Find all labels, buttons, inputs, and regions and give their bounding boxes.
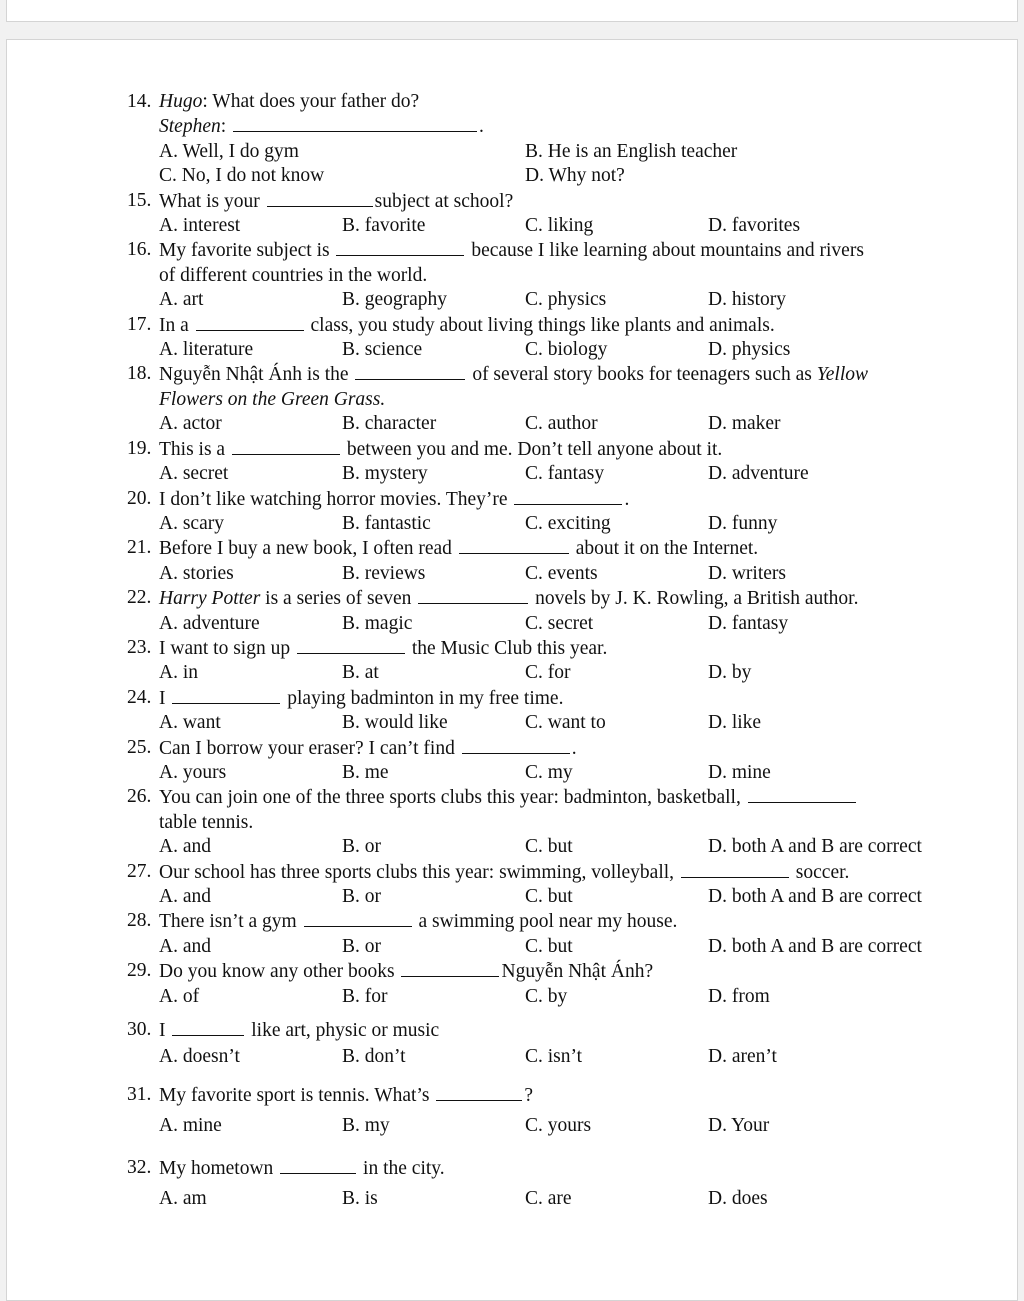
option-b[interactable]: B. or [342,836,381,858]
option-a[interactable]: A. and [159,886,211,907]
question-text: in the city. [363,1157,445,1179]
option-a[interactable]: A. Well, I do gym [159,140,299,162]
question-text: I [159,1020,166,1042]
question-text: My hometown [159,1157,274,1179]
option-d[interactable]: D. by [708,662,752,684]
question-text: This is a [159,438,226,460]
option-a[interactable]: A. mine [159,1115,222,1137]
question-text: Before I buy a new book, I often read [159,538,452,560]
question-text: Our school has three sports clubs this year: swimming, volleyball, [159,861,675,883]
answer-blank[interactable] [232,437,340,455]
question-26 [127,785,957,859]
option-d[interactable]: D. favorites [708,215,801,237]
question-text: novels by J. K. Rowling, a British author. [535,588,859,610]
option-b[interactable]: B. reviews [342,562,426,584]
question-number: 18. [127,363,152,385]
option-d[interactable]: D. adventure [708,463,809,485]
answer-blank[interactable] [172,686,280,704]
question-17 [127,313,957,363]
option-c[interactable]: C. exciting [525,512,611,534]
question-number: 21. [127,537,152,559]
option-c[interactable]: C. by [525,985,568,1007]
question-30 [127,1018,957,1070]
option-d[interactable]: D. physics [708,339,791,361]
option-d[interactable]: D. Your [708,1115,770,1137]
question-number: 14. [127,91,152,112]
question-text: between you and me. Don’t tell anyone about it. [346,438,723,460]
option-d[interactable]: D. fantasy [708,612,789,634]
answer-blank[interactable] [748,785,856,803]
option-b[interactable]: B. favorite [342,215,426,237]
question-20 [127,487,957,537]
option-c[interactable]: C. but [525,836,573,858]
speaker-name: Stephen [159,116,221,138]
question-number: 27. [127,860,152,882]
question-text: You can join one of the three sports clubs this year: badminton, basketball, [159,787,741,809]
option-b[interactable]: B. me [342,761,389,783]
speaker-name: Hugo [159,91,203,112]
question-number: 17. [127,313,152,335]
question-list [127,90,957,1211]
question-continuation: of different countries in the world. [159,264,428,286]
question-number: 22. [127,587,152,609]
question-text: because I like learning about mountains and rivers [471,240,864,262]
question-text: of several story books for teenagers such as [472,364,812,386]
answer-blank[interactable] [280,1156,356,1174]
option-b[interactable]: B. fantastic [342,512,431,534]
option-d[interactable]: D. like [708,712,762,734]
option-b[interactable]: B. at [342,662,379,684]
option-d[interactable]: D. funny [708,512,778,534]
option-a[interactable]: A. interest [159,215,241,237]
question-text: : What does your father do? [202,91,420,112]
option-b[interactable]: B. or [342,935,381,957]
option-d[interactable]: D. from [708,985,770,1007]
document-page[interactable] [6,39,1018,1301]
book-title: Yellow [816,364,869,386]
option-c[interactable]: C. but [525,935,573,957]
answer-blank[interactable] [681,860,789,878]
question-15 [127,189,957,239]
question-text: Nguyễn Nhật Ánh? [501,961,654,983]
question-text: I don’t like watching horror movies. They’re [159,488,508,510]
question-number: 25. [127,736,152,758]
option-a[interactable]: A. literature [159,339,254,361]
option-a[interactable]: A. yours [159,761,227,783]
question-14: 14. Hugo: What does your father do? Stephen: . A. Well, I do gym B. He is an English teacher C. No, I do not know D. Why not? [127,90,957,189]
option-a[interactable]: A. actor [159,413,222,435]
option-b[interactable]: B. would like [342,712,448,734]
option-c[interactable]: C. No, I do not know [159,165,325,187]
option-c[interactable]: C. secret [525,612,594,634]
option-b[interactable]: B. mystery [342,463,428,485]
question-text: the Music Club this year. [411,637,608,659]
option-c[interactable]: C. physics [525,289,607,311]
answer-blank[interactable] [297,636,405,654]
question-number: 26. [127,786,152,808]
question-text: . [624,488,630,510]
question-text: In a [159,314,189,336]
answer-blank[interactable] [462,736,570,754]
question-22 [127,586,957,636]
option-b[interactable]: B. magic [342,612,413,634]
question-number: 20. [127,487,152,509]
option-c[interactable]: C. isn’t [525,1046,583,1068]
question-number: 31. [127,1083,152,1105]
option-a[interactable]: A. and [159,836,211,858]
question-18 [127,362,957,436]
option-c[interactable]: C. my [525,761,573,783]
question-number: 24. [127,686,152,708]
option-c[interactable]: C. want to [525,712,606,734]
question-number: 32. [127,1156,152,1178]
answer-blank[interactable] [196,313,304,331]
question-text: What is your [159,190,260,212]
answer-blank[interactable] [436,1083,522,1101]
question-24 [127,686,957,736]
question-text: Can I borrow your eraser? I can’t find [159,737,455,759]
option-d[interactable]: D. both A and B are correct [708,836,922,858]
option-b[interactable]: B. for [342,985,388,1007]
answer-blank[interactable] [459,536,569,554]
option-a[interactable]: A. of [159,985,200,1007]
question-21 [127,536,957,586]
question-text: ? [524,1084,533,1106]
question-text: class, you study about living things like plants and animals. [310,314,775,336]
question-number: 23. [127,636,152,658]
question-number: 15. [127,189,152,211]
option-c[interactable]: C. liking [525,215,594,237]
option-c[interactable]: C. author [525,413,598,435]
question-text: is a series of seven [265,588,412,610]
option-c[interactable]: C. but [525,886,573,907]
question-27 [127,860,957,910]
option-a[interactable]: A. in [159,662,198,684]
option-a[interactable]: A. stories [159,562,234,584]
question-32 [127,1156,957,1212]
option-d[interactable]: D. both A and B are correct [708,886,922,907]
option-d[interactable]: D. mine [708,761,771,783]
question-text: playing badminton in my free time. [287,687,564,709]
option-a[interactable]: A. and [159,935,211,957]
option-b[interactable]: B. geography [342,289,448,311]
previous-page-edge [6,0,1018,22]
option-a[interactable]: A. want [159,712,221,734]
answer-blank[interactable] [336,238,464,256]
book-title-continuation: Flowers on the Green Grass. [159,388,386,410]
question-text: My favorite sport is tennis. What’s [159,1084,430,1106]
question-number: 28. [127,910,152,932]
option-d[interactable]: D. both A and B are correct [708,935,922,957]
question-text: . [571,737,577,759]
answer-blank[interactable] [401,959,499,977]
option-a[interactable]: A. am [159,1188,207,1210]
answer-blank[interactable] [172,1018,244,1036]
question-continuation: table tennis. [159,811,254,833]
question-text: Do you know any other books [159,961,395,983]
option-c[interactable]: C. fantasy [525,463,605,485]
option-d[interactable]: D. maker [708,413,781,435]
question-number: 30. [127,1019,152,1041]
question-number: 16. [127,239,152,261]
option-a[interactable]: A. art [159,289,204,311]
question-text: There isn’t a gym [159,911,297,933]
option-b[interactable]: B. my [342,1115,390,1137]
answer-blank[interactable] [418,586,528,604]
question-text: My favorite subject is [159,240,330,262]
option-d[interactable]: D. writers [708,562,786,584]
answer-blank[interactable] [514,487,622,505]
question-text: a swimming pool near my house. [418,911,678,933]
option-d[interactable]: D. Why not? [525,165,625,187]
question-29 [127,959,957,1009]
book-title: Harry Potter [159,588,261,610]
option-b[interactable]: B. is [342,1188,378,1210]
option-b[interactable]: B. He is an English teacher [525,140,738,162]
question-16 [127,238,957,312]
question-text: about it on the Internet. [575,538,759,560]
question-text: . [479,116,484,138]
option-a[interactable]: A. doesn’t [159,1046,240,1068]
option-c[interactable]: C. yours [525,1115,592,1137]
option-d[interactable]: D. aren’t [708,1046,777,1068]
answer-blank[interactable] [267,189,373,207]
question-text: like art, physic or music [251,1020,440,1042]
question-19 [127,437,957,487]
answer-blank[interactable] [355,362,465,380]
question-number: 29. [127,960,152,982]
question-number: 19. [127,437,152,459]
question-text: Nguyễn Nhật Ánh is the [159,364,349,386]
option-b[interactable]: B. character [342,413,437,435]
question-text: subject at school? [374,190,514,212]
answer-blank[interactable] [304,909,412,927]
option-a[interactable]: A. scary [159,512,224,534]
option-b[interactable]: B. don’t [342,1046,406,1068]
option-c[interactable]: C. events [525,562,598,584]
answer-blank[interactable] [233,114,477,132]
question-31 [127,1083,957,1139]
option-d[interactable]: D. does [708,1188,768,1210]
option-c[interactable]: C. are [525,1188,572,1210]
question-23 [127,636,957,686]
question-25 [127,736,957,786]
option-a[interactable]: A. secret [159,463,229,485]
option-c[interactable]: C. biology [525,339,608,361]
question-28 [127,909,957,959]
option-d[interactable]: D. history [708,289,786,311]
question-text: I want to sign up [159,637,291,659]
option-b[interactable]: B. science [342,339,423,361]
question-text: I [159,687,166,709]
option-a[interactable]: A. adventure [159,612,260,634]
option-c[interactable]: C. for [525,662,571,684]
option-b[interactable]: B. or [342,886,381,907]
question-text: soccer. [795,861,850,883]
